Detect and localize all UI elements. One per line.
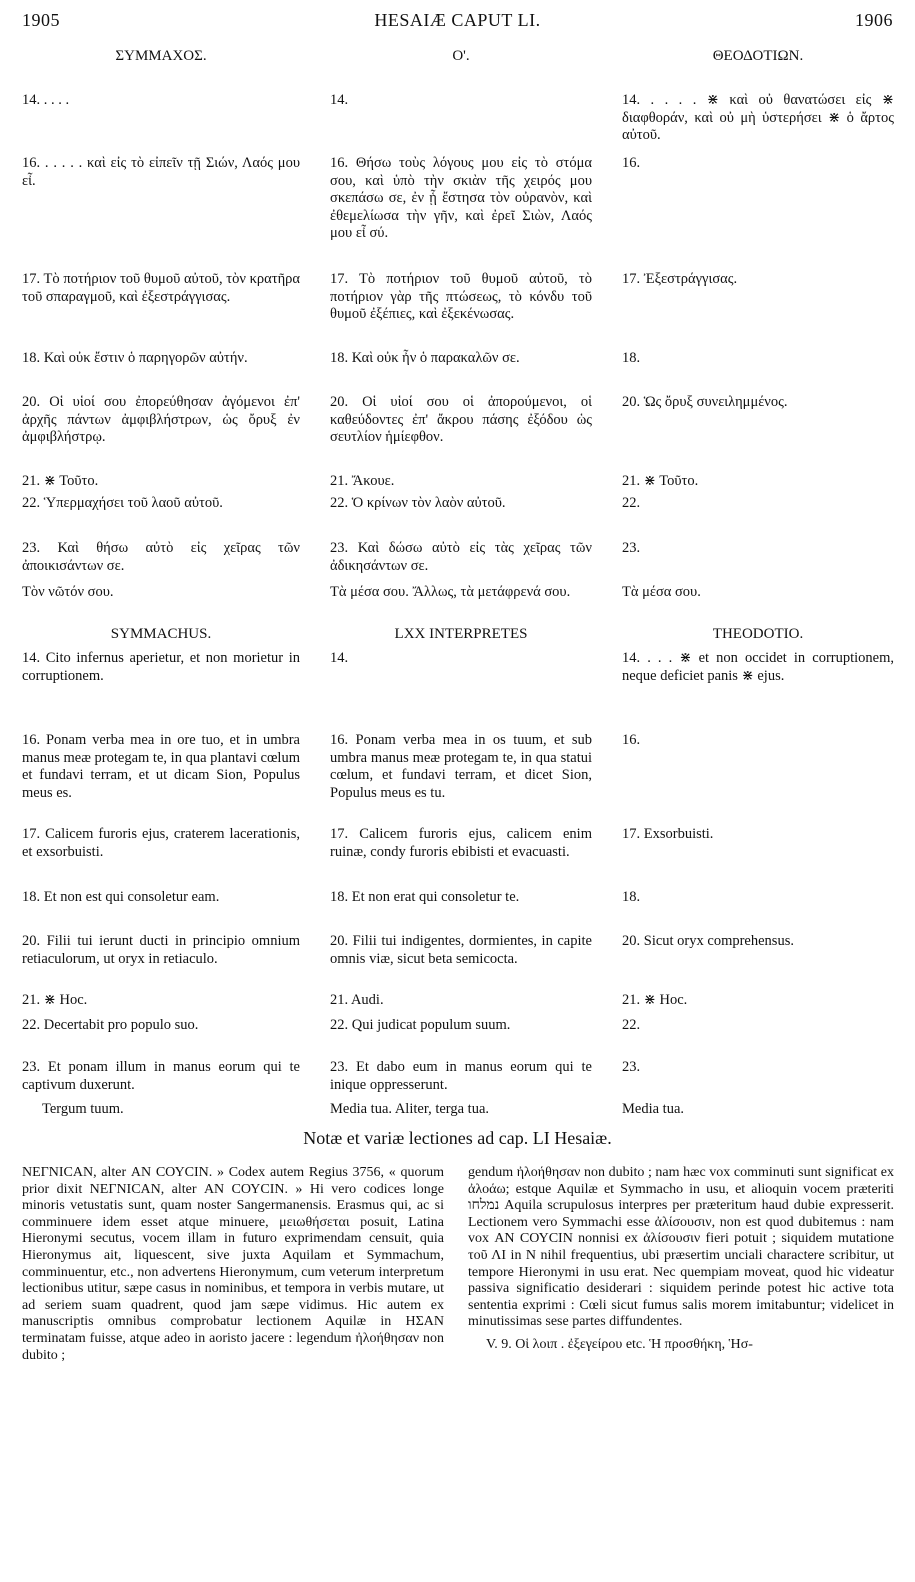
greek-lxx-tail: Τὰ μέσα σου. Ἄλλως, τὰ μετάφρενά σου. (330, 584, 571, 600)
notes-last-line: V. 9. Οἱ λοιπ . ἐξεγείρου etc. Ἡ προσθήκη, Ἡσ- (486, 1336, 753, 1352)
latin-lxx-21: 21. Audi. (330, 992, 384, 1008)
greek-theodotion-21: 21. ⋇ Τοῦτο. (622, 473, 699, 489)
latin-lxx-tail: Media tua. Aliter, terga tua. (330, 1101, 490, 1117)
greek-symmachus-18: 18. Καὶ οὐκ ἔστιν ὁ παρηγορῶν αὐτήν. (22, 350, 248, 366)
latin-theodotion-tail: Media tua. (622, 1101, 685, 1117)
greek-theodotion-14: 14. . . . . ⋇ καὶ οὐ θανατώσει εἰς ⋇ διαφθοράν, καὶ οὐ μὴ ὑστερήσει ⋇ ὁ ἄρτος αὐτοῦ. (622, 92, 894, 143)
greek-lxx-22: 22. Ὁ κρίνων τὸν λαὸν αὐτοῦ. (330, 495, 506, 511)
latin-head-symmachus: SYMMACHUS. (110, 626, 212, 642)
latin-theodotion-21: 21. ⋇ Hoc. (622, 992, 688, 1008)
greek-head-symmachus: ΣΥΜΜΑΧΟΣ. (115, 48, 207, 64)
latin-symmachus-tail: Tergum tuum. (42, 1101, 124, 1117)
latin-symmachus-20: 20. Filii tui ierunt ducti in principio omnium retiaculorum, ut oryx in retiaculo. (22, 933, 300, 967)
latin-theodotion-14: 14. . . . ⋇ et non occidet in corruptionem, neque deficiet panis ⋇ ejus. (622, 650, 894, 684)
latin-symmachus-16: 16. Ponam verba mea in ore tuo, et in umbra manus meæ protegam te, in qua plantavi cœlum et fundavi terram, et ut dicam Sion, Populus meus es. (22, 732, 300, 801)
greek-symmachus-21: 21. ⋇ Τοῦτο. (22, 473, 99, 489)
latin-theodotion-17: 17. Exsorbuisti. (622, 826, 714, 842)
latin-lxx-22: 22. Qui judicat populum suum. (330, 1017, 511, 1033)
greek-symmachus-14: 14. . . . . (22, 92, 70, 108)
greek-lxx-20: 20. Οἱ υἱοί σου οἱ ἀπορούμενοι, οἱ καθεύδοντες ἐπ' ἄκρου πάσης ἐξόδου ὡς σευτλίον ἡμίεφθον. (330, 394, 592, 445)
latin-symmachus-14: 14. Cito infernus aperietur, et non morietur in corruptionem. (22, 650, 300, 684)
greek-symmachus-tail: Τὸν νῶτόν σου. (22, 584, 114, 600)
greek-lxx-18: 18. Καὶ οὐκ ἦν ὁ παρακαλῶν σε. (330, 350, 520, 366)
greek-symmachus-17: 17. Τὸ ποτήριον τοῦ θυμοῦ αὐτοῦ, τὸν κρατῆρα τοῦ σπαραγμοῦ, καὶ ἐξεστράγγισας. (22, 271, 300, 305)
notes-right-text: gendum ἠλοήθησαν non dubito ; nam hæc vox comminuti sunt significat ex ἀλοάω; estque Aquilæ et Symmacho in usu, et alioquin vocem præteriti נמלחו Aquila scrupulosus interpres per præteritum haud dubie expresserit. Lectionem vero Symmachi esse ἀλίσουσιν, non est quod dubitemus : nam vox ΑΝ ϹΟΥϹΙΝ nonnisi ex ἀλίσουσιν fieri potuit ; siquidem mutatione τοῦ ΛΙ in Ν nihil frequentius, ubi præsertim unciali charactere scribitur, ut tempore Hieronymi in usu erat. Nec quempiam moveat, quod hic videatur passiva significatio desiderari : siquidem perinde potest hic active tota sententia exprimi : Cœli sicut fumus salis morem imitabuntur; videlicet in minutissimas sese partes diffundentes. (468, 1165, 894, 1330)
greek-symmachus-22: 22. Ὑπερμαχήσει τοῦ λαοῦ αὐτοῦ. (22, 495, 223, 511)
page-number-left: 1905 (22, 10, 60, 30)
latin-symmachus-21: 21. ⋇ Hoc. (22, 992, 88, 1008)
greek-head-lxx: Ο'. (452, 48, 470, 64)
latin-theodotion-20: 20. Sicut oryx comprehensus. (622, 933, 794, 949)
greek-lxx-21: 21. Ἄκουε. (330, 473, 395, 489)
greek-lxx-17: 17. Τὸ ποτήριον τοῦ θυμοῦ αὐτοῦ, τὸ ποτήριον γὰρ τῆς πτώσεως, τὸ κόνδυ τοῦ θυμοῦ ἐξέπιες, καὶ ἐξεκένωσας. (330, 271, 592, 322)
latin-symmachus-17: 17. Calicem furoris ejus, craterem lacerationis, et exsorbuisti. (22, 826, 300, 860)
latin-symmachus-22: 22. Decertabit pro populo suo. (22, 1017, 199, 1033)
latin-symmachus-18: 18. Et non est qui consoletur eam. (22, 889, 220, 905)
notes-title: Notæ et variæ lectiones ad cap. LI Hesaiæ. (303, 1128, 612, 1148)
greek-lxx-23: 23. Καὶ δώσω αὐτὸ εἰς τὰς χεῖρας τῶν ἀδικησάντων σε. (330, 540, 592, 574)
latin-theodotion-23: 23. (622, 1059, 641, 1075)
latin-theodotion-22: 22. (622, 1017, 641, 1033)
latin-head-theodotion: THEODOTIO. (712, 626, 804, 642)
latin-lxx-23: 23. Et dabo eum in manus eorum qui te inique oppresserunt. (330, 1059, 592, 1093)
greek-symmachus-20: 20. Οἱ υἱοί σου ἐπορεύθησαν ἀγόμενοι ἐπ' ἀρχῆς πάντων ἀμφιβλήστρων, ὡς ὄρυξ ἐν ἀμφιβλήστρῳ. (22, 394, 300, 445)
latin-lxx-20: 20. Filii tui indigentes, dormientes, in capite omnis viæ, sicut beta semicocta. (330, 933, 592, 967)
latin-theodotion-16: 16. (622, 732, 641, 748)
greek-lxx-16: 16. Θήσω τοὺς λόγους μου εἰς τὸ στόμα σου, καὶ ὑπὸ τὴν σκιὰν τῆς χειρός μου σκεπάσω σε, ἐν ᾗ ἔστησα τὸν οὐρανὸν, καὶ ἐθεμελίωσα τὴν γῆν, καὶ ἐρεῖ Σιὼν, Λαός μου εἶ σύ. (330, 155, 592, 241)
greek-theodotion-23: 23. (622, 540, 641, 556)
greek-theodotion-22: 22. (622, 495, 641, 511)
latin-lxx-17: 17. Calicem furoris ejus, calicem enim ruinæ, condy furoris ebibisti et evacuasti. (330, 826, 592, 860)
greek-symmachus-16: 16. . . . . . καὶ εἰς τὸ εἰπεῖν τῇ Σιών, Λαός μου εἶ. (22, 155, 300, 189)
page-title: HESAIÆ CAPUT LI. (374, 10, 541, 30)
greek-theodotion-20: 20. Ὡς ὄρυξ συνειλημμένος. (622, 394, 788, 410)
greek-theodotion-18: 18. (622, 350, 641, 366)
latin-theodotion-18: 18. (622, 889, 641, 905)
greek-symmachus-23: 23. Καὶ θήσω αὐτὸ εἰς χεῖρας τῶν ἀποικισάντων σε. (22, 540, 300, 574)
latin-head-lxx: LXX INTERPRETES (394, 626, 528, 642)
latin-lxx-18: 18. Et non erat qui consoletur te. (330, 889, 520, 905)
notes-right-column (468, 1165, 894, 1354)
greek-head-theodotion: ΘΕΟΔΟΤΙΩΝ. (712, 48, 804, 64)
greek-theodotion-17: 17. Ἐξεστράγγισας. (622, 271, 738, 287)
greek-theodotion-tail: Τὰ μέσα σου. (622, 584, 701, 600)
latin-symmachus-23: 23. Et ponam illum in manus eorum qui te captivum duxerunt. (22, 1059, 300, 1093)
greek-lxx-14: 14. (330, 92, 349, 108)
page-number-right: 1906 (855, 10, 893, 30)
latin-lxx-14: 14. (330, 650, 349, 666)
greek-theodotion-16: 16. (622, 155, 641, 171)
latin-lxx-16: 16. Ponam verba mea in os tuum, et sub umbra manus meæ protegam te, in qua statui cœlum, et fundavi terram, et dicet Sion, Populus meus es tu. (330, 732, 592, 801)
notes-left-column: ΝΕΓΝΙϹΑΝ, alter ΑΝ ϹΟΥϹΙΝ. » Codex autem Regius 3756, « quorum prior dixit ΝΕΓΝΙϹΑΝ, alter ΑΝ ϹΟΥϹΙΝ. » Hi vero codices longe minoris vetustatis sunt, quam noster Sangermanensis. Erasmus qui, ac si comminuere idem esset atque minuere, μειωθήσεται posuit, Latina Hieronymi secutus, vocem illam in futuro exprimendam censuit, quia Hieronymus ait, liquescent, sive juxta Aquilam et Symmachum, comminuentur, etc., non advertens Hieronymum, cum veterum interpretum lectionibus utitur, sæpe casus in nominibus, et tempora in verbis mutare, ut ad seriem suam quadrent, quod jam sæpe vidimus. Hic autem ex manuscriptis omnibus comprobatur lectionem Aquilæ in ΗΣΑΝ terminatam fuisse, atque adeo in aoristo jacere : legendum ἠλοήθησαν non dubito ; (22, 1165, 444, 1363)
